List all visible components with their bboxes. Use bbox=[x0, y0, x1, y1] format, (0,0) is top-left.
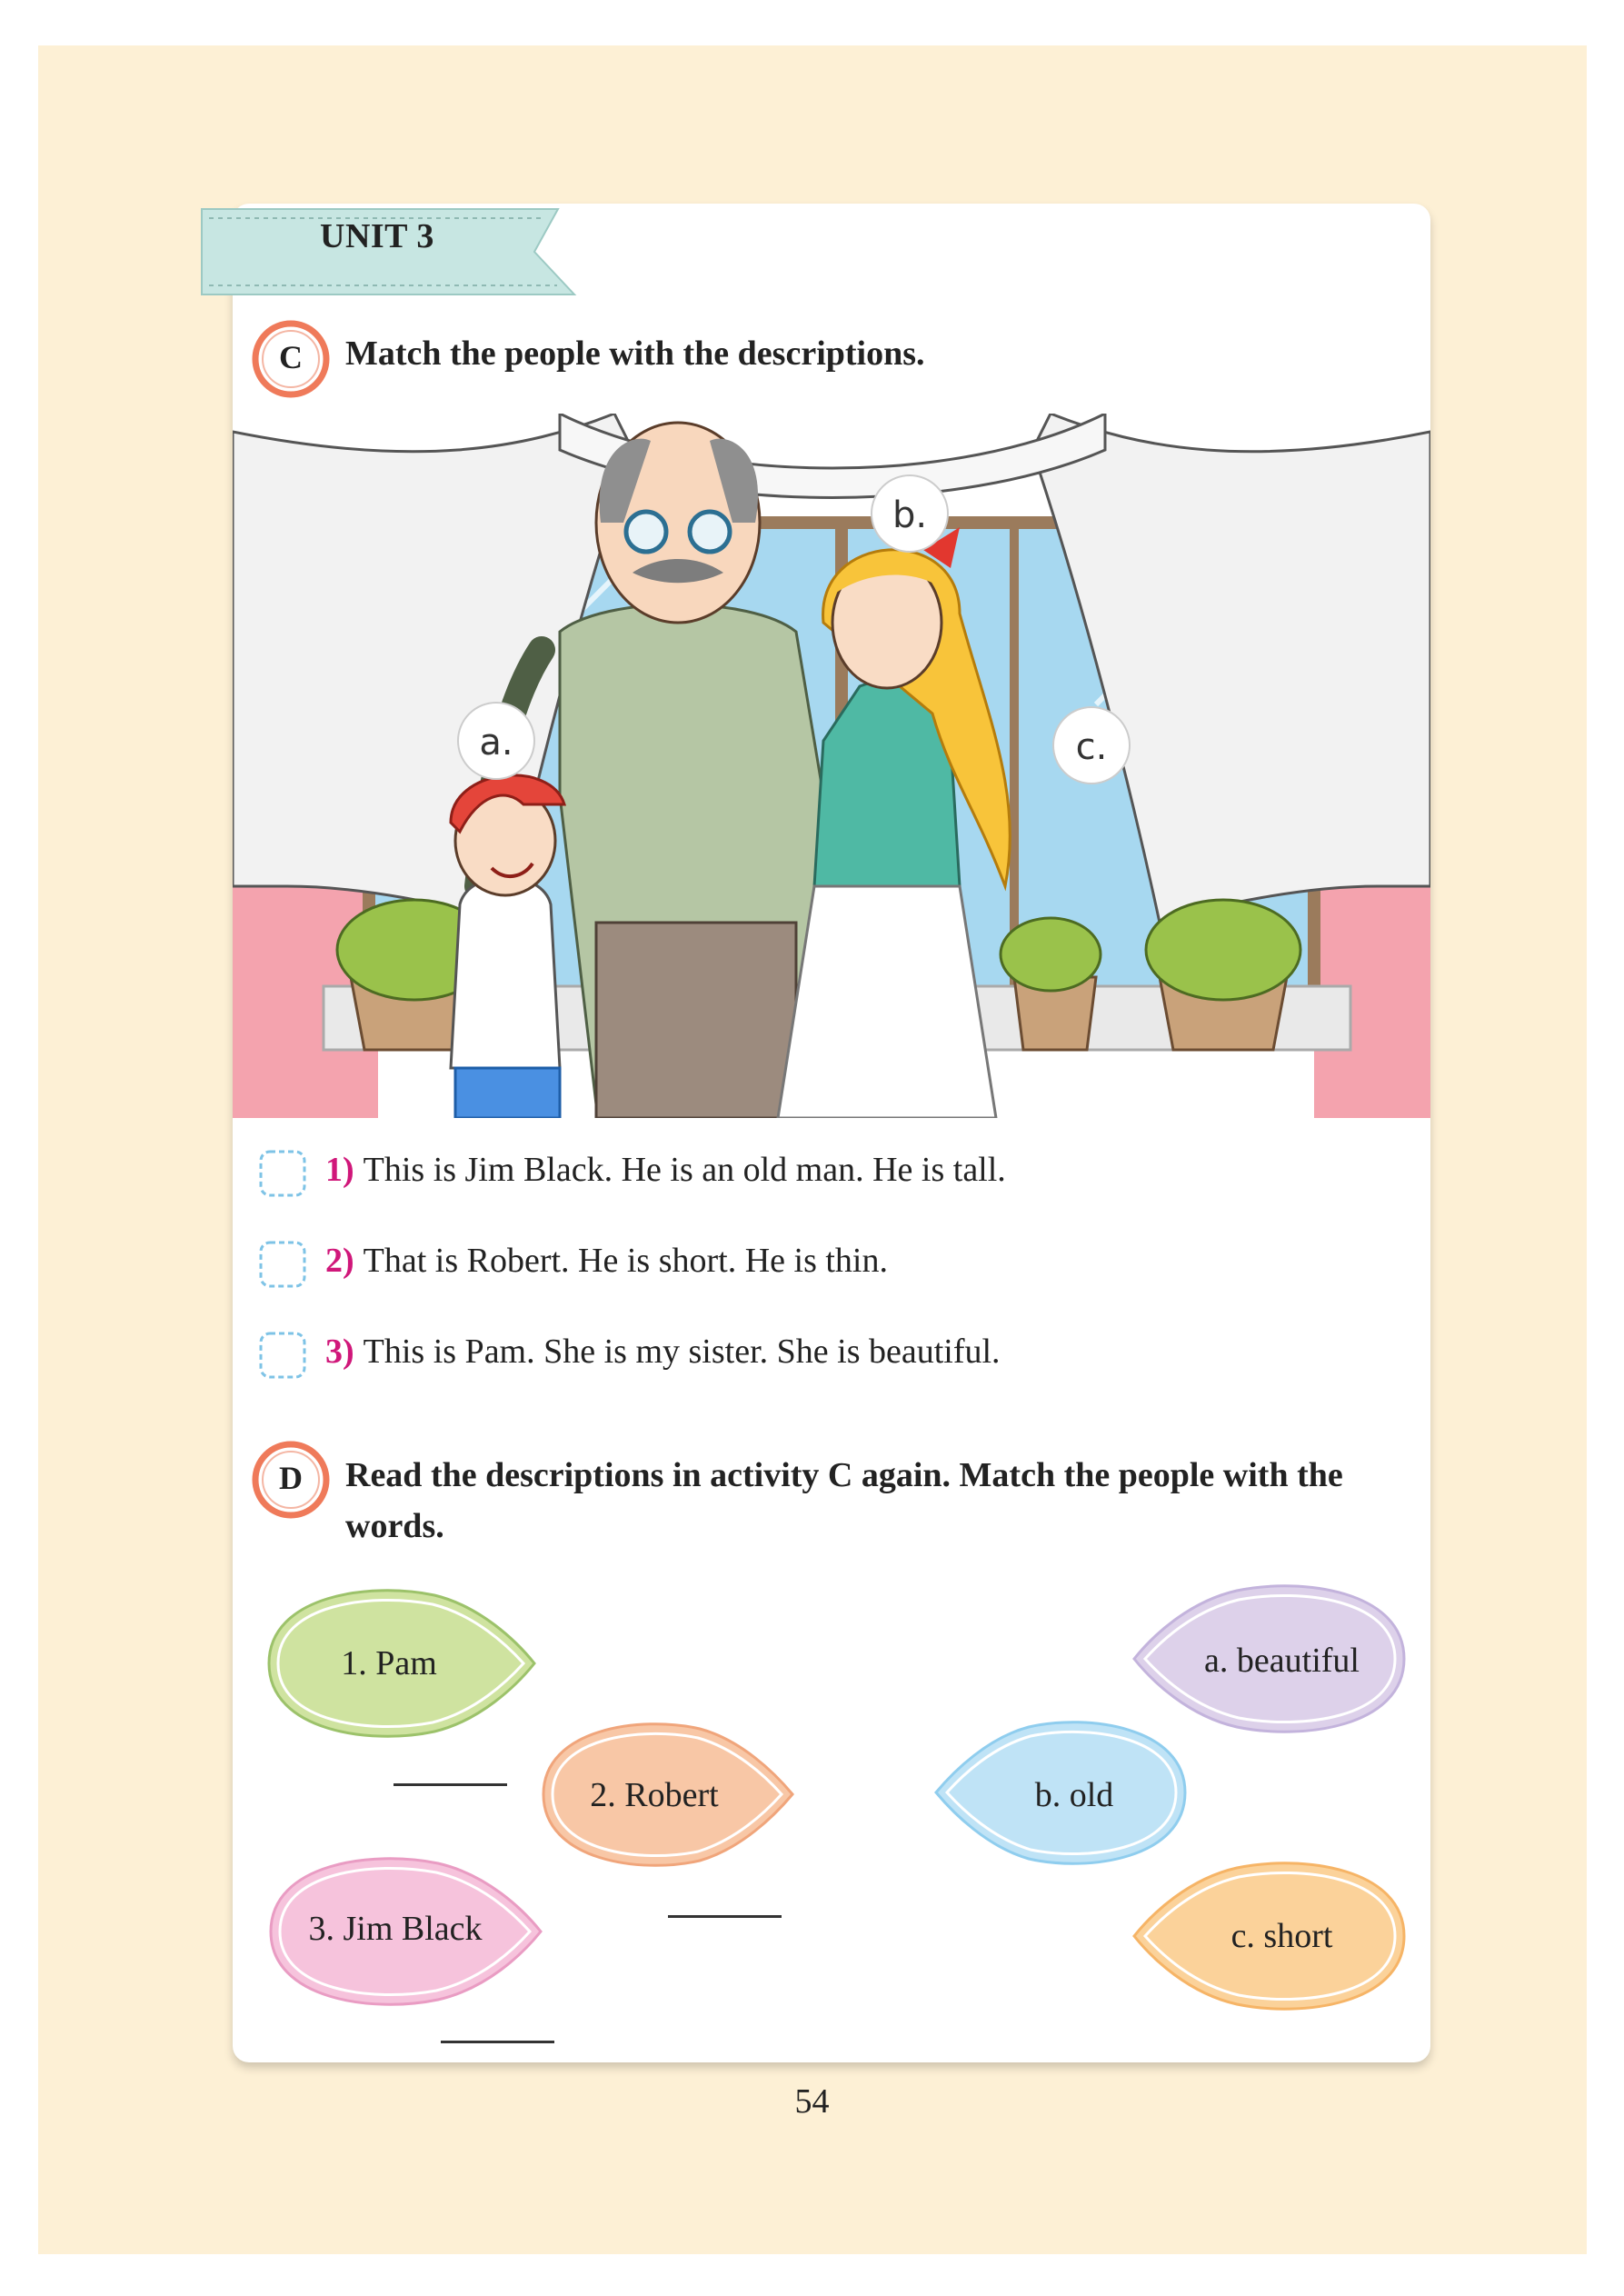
section-d-instruction-line2: words. bbox=[345, 1507, 444, 1545]
leaf-old-label: b. old bbox=[1034, 1776, 1114, 1814]
description-1-number: 1) bbox=[325, 1151, 354, 1189]
leaf-beautiful-label: a. beautiful bbox=[1204, 1642, 1360, 1680]
label-c-bubble bbox=[1053, 707, 1130, 784]
label-b: b. bbox=[892, 494, 928, 536]
label-a-bubble bbox=[458, 703, 534, 779]
description-2-number: 2) bbox=[325, 1242, 354, 1280]
answer-box-3[interactable] bbox=[257, 1330, 308, 1381]
answer-box-1[interactable] bbox=[257, 1148, 308, 1199]
description-3-number: 3) bbox=[325, 1333, 354, 1371]
description-3-text: This is Pam. She is my sister. She is beautiful. bbox=[363, 1333, 1001, 1371]
leaf-robert-label: 2. Robert bbox=[590, 1776, 719, 1814]
leaf-short-label: c. short bbox=[1230, 1917, 1333, 1955]
answer-blank-3[interactable] bbox=[441, 2041, 554, 2043]
section-d-letter: D bbox=[279, 1460, 303, 1496]
section-c-instruction: Match the people with the descriptions. bbox=[345, 334, 925, 373]
label-c: c. bbox=[1075, 726, 1108, 768]
answer-blank-2[interactable] bbox=[668, 1915, 782, 1918]
description-1 bbox=[325, 1150, 1006, 1190]
description-2-text: That is Robert. He is short. He is thin. bbox=[363, 1242, 888, 1280]
section-c-letter: C bbox=[279, 339, 303, 375]
leaf-jim-black-label: 3. Jim Black bbox=[308, 1910, 483, 1948]
family-illustration bbox=[233, 414, 1430, 1118]
answer-box-2[interactable] bbox=[257, 1239, 308, 1290]
leaf-pam-label: 1. Pam bbox=[341, 1644, 437, 1682]
section-d-instruction-line1: Read the descriptions in activity C again. Match the people with the bbox=[345, 1456, 1343, 1494]
description-3 bbox=[325, 1332, 1001, 1372]
description-2 bbox=[325, 1241, 888, 1281]
page-number: 54 bbox=[794, 2082, 830, 2121]
answer-blank-1[interactable] bbox=[394, 1783, 507, 1786]
unit-title: UNIT 3 bbox=[320, 217, 434, 255]
label-a: a. bbox=[479, 722, 513, 764]
description-1-text: This is Jim Black. He is an old man. He is tall. bbox=[363, 1151, 1006, 1189]
label-b-bubble bbox=[872, 475, 948, 552]
